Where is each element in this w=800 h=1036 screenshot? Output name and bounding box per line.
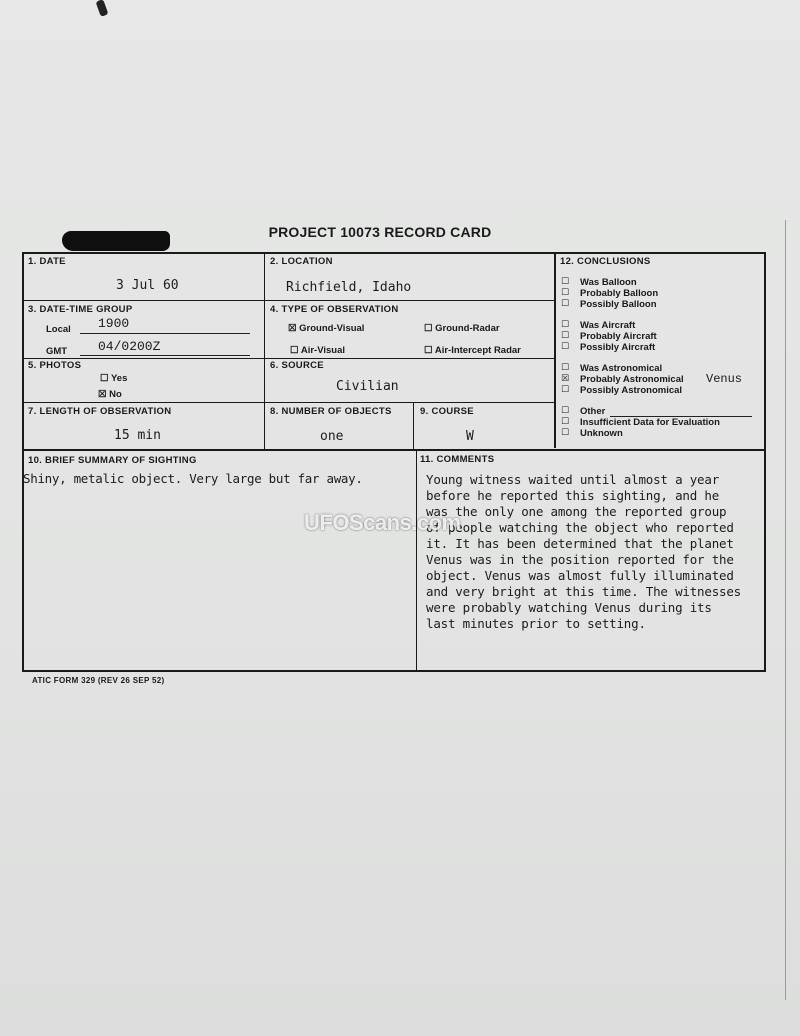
checkbox-icon: ☐ [561, 363, 570, 373]
divider-col-course [413, 402, 414, 450]
gmt-label: GMT [46, 346, 68, 357]
conclusions-label: 12. CONCLUSIONS [560, 256, 651, 267]
date-value: 3 Jul 60 [116, 278, 179, 293]
option-label: Yes [111, 373, 128, 384]
objects-label: 8. NUMBER OF OBJECTS [270, 406, 392, 417]
source-value: Civilian [336, 379, 399, 394]
checkbox-checked-icon: ☒ [561, 374, 570, 384]
option-label: Air-Visual [300, 345, 346, 356]
local-label: Local [46, 324, 71, 335]
conclusion-possibly-astronomical: Possibly Astronomical [580, 385, 683, 396]
observation-type-label: 4. TYPE OF OBSERVATION [270, 304, 399, 315]
comments-label: 11. COMMENTS [420, 454, 495, 465]
conclusion-probably-astronomical: Probably Astronomical [580, 374, 684, 385]
observation-ground-visual [288, 323, 364, 334]
handwritten-venus-note: Venus [706, 372, 743, 386]
date-label: 1. DATE [28, 256, 66, 267]
source-label: 6. SOURCE [270, 360, 324, 371]
length-label: 7. LENGTH OF OBSERVATION [28, 406, 172, 417]
photos-no [98, 389, 122, 400]
conclusion-was-astronomical: Was Astronomical [580, 363, 663, 374]
checkbox-icon: ☐ [561, 320, 570, 330]
conclusion-probably-balloon: Probably Balloon [580, 288, 659, 299]
divider-row-1 [22, 300, 555, 301]
conclusion-was-balloon: Was Balloon [580, 277, 637, 288]
checkbox-icon: ☐ [561, 342, 570, 352]
comment-line: it. It has been determined that the planet [426, 536, 734, 551]
checkbox-checked-icon: ☒ [288, 323, 297, 334]
conclusion-unknown: Unknown [580, 428, 623, 439]
option-label: Air-Intercept Radar [434, 345, 521, 356]
checkbox-icon: ☐ [561, 288, 570, 298]
divider-row-2 [22, 358, 555, 359]
location-label: 2. LOCATION [270, 256, 333, 267]
conclusion-insufficient-data: Insufficient Data for Evaluation [580, 417, 720, 428]
option-label: Ground-Radar [435, 323, 500, 334]
comment-line: and very bright at this time. The witnesses [426, 584, 742, 599]
checkbox-icon: ☐ [290, 345, 299, 356]
gmt-underline [80, 355, 250, 356]
option-label: Ground-Visual [299, 323, 365, 334]
photos-yes [100, 373, 127, 384]
checkbox-icon: ☐ [561, 417, 570, 427]
checkbox-icon: ☐ [561, 406, 570, 416]
comment-line: Venus was in the position reported for the [426, 552, 734, 567]
checkbox-icon: ☐ [424, 345, 433, 356]
option-label: No [109, 389, 122, 400]
divider-col-2 [264, 252, 265, 450]
checkbox-icon: ☐ [561, 331, 570, 341]
form-id: ATIC FORM 329 (REV 26 SEP 52) [32, 676, 165, 685]
course-label: 9. COURSE [420, 406, 474, 417]
objects-value: one [320, 429, 344, 444]
datetime-group-label: 3. DATE-TIME GROUP [28, 304, 133, 315]
card-title: PROJECT 10073 RECORD CARD [268, 224, 492, 240]
redaction-mark [62, 231, 170, 251]
divider-row-4 [22, 449, 765, 451]
length-value: 15 min [114, 428, 161, 443]
local-value: 1900 [98, 316, 130, 331]
divider-row-3 [22, 402, 555, 403]
checkbox-icon: ☐ [424, 323, 433, 334]
divider-conclusions [554, 252, 556, 448]
checkbox-checked-icon: ☒ [98, 389, 107, 400]
conclusion-possibly-balloon: Possibly Balloon [580, 299, 657, 310]
divider-comments [416, 450, 417, 671]
comment-line: before he reported this sighting, and he [426, 488, 720, 503]
conclusion-other: Other [580, 406, 606, 417]
local-underline [80, 333, 250, 334]
comment-line: object. Venus was almost fully illuminated [426, 568, 734, 583]
photos-label: 5. PHOTOS [28, 360, 82, 371]
observation-air-visual [290, 345, 345, 356]
comment-line: last minutes prior to setting. [426, 616, 646, 631]
gmt-value: 04/0200Z [98, 339, 161, 354]
location-value: Richfield, Idaho [286, 280, 412, 295]
page-edge-shadow [785, 220, 786, 1000]
comment-line: of people watching the object who reported [426, 520, 734, 535]
checkbox-icon: ☐ [561, 385, 570, 395]
observation-ground-radar [424, 323, 500, 334]
checkbox-icon: ☐ [561, 428, 570, 438]
conclusion-possibly-aircraft: Possibly Aircraft [580, 342, 656, 353]
course-value: W [466, 429, 474, 444]
observation-air-intercept-radar [424, 345, 521, 356]
ufoscans-watermark: UFOScans.com [304, 510, 461, 535]
checkbox-icon: ☐ [561, 277, 570, 287]
summary-value: Shiny, metalic object. Very large but far away. [23, 471, 363, 486]
conclusion-was-aircraft: Was Aircraft [580, 320, 636, 331]
conclusion-probably-aircraft: Probably Aircraft [580, 331, 657, 342]
checkbox-icon: ☐ [100, 373, 109, 384]
comment-line: was the only one among the reported group [426, 504, 727, 519]
comment-line: Young witness waited until almost a year [426, 472, 720, 487]
checkbox-icon: ☐ [561, 299, 570, 309]
summary-label: 10. BRIEF SUMMARY OF SIGHTING [28, 455, 197, 466]
comment-line: were probably watching Venus during its [426, 600, 712, 615]
